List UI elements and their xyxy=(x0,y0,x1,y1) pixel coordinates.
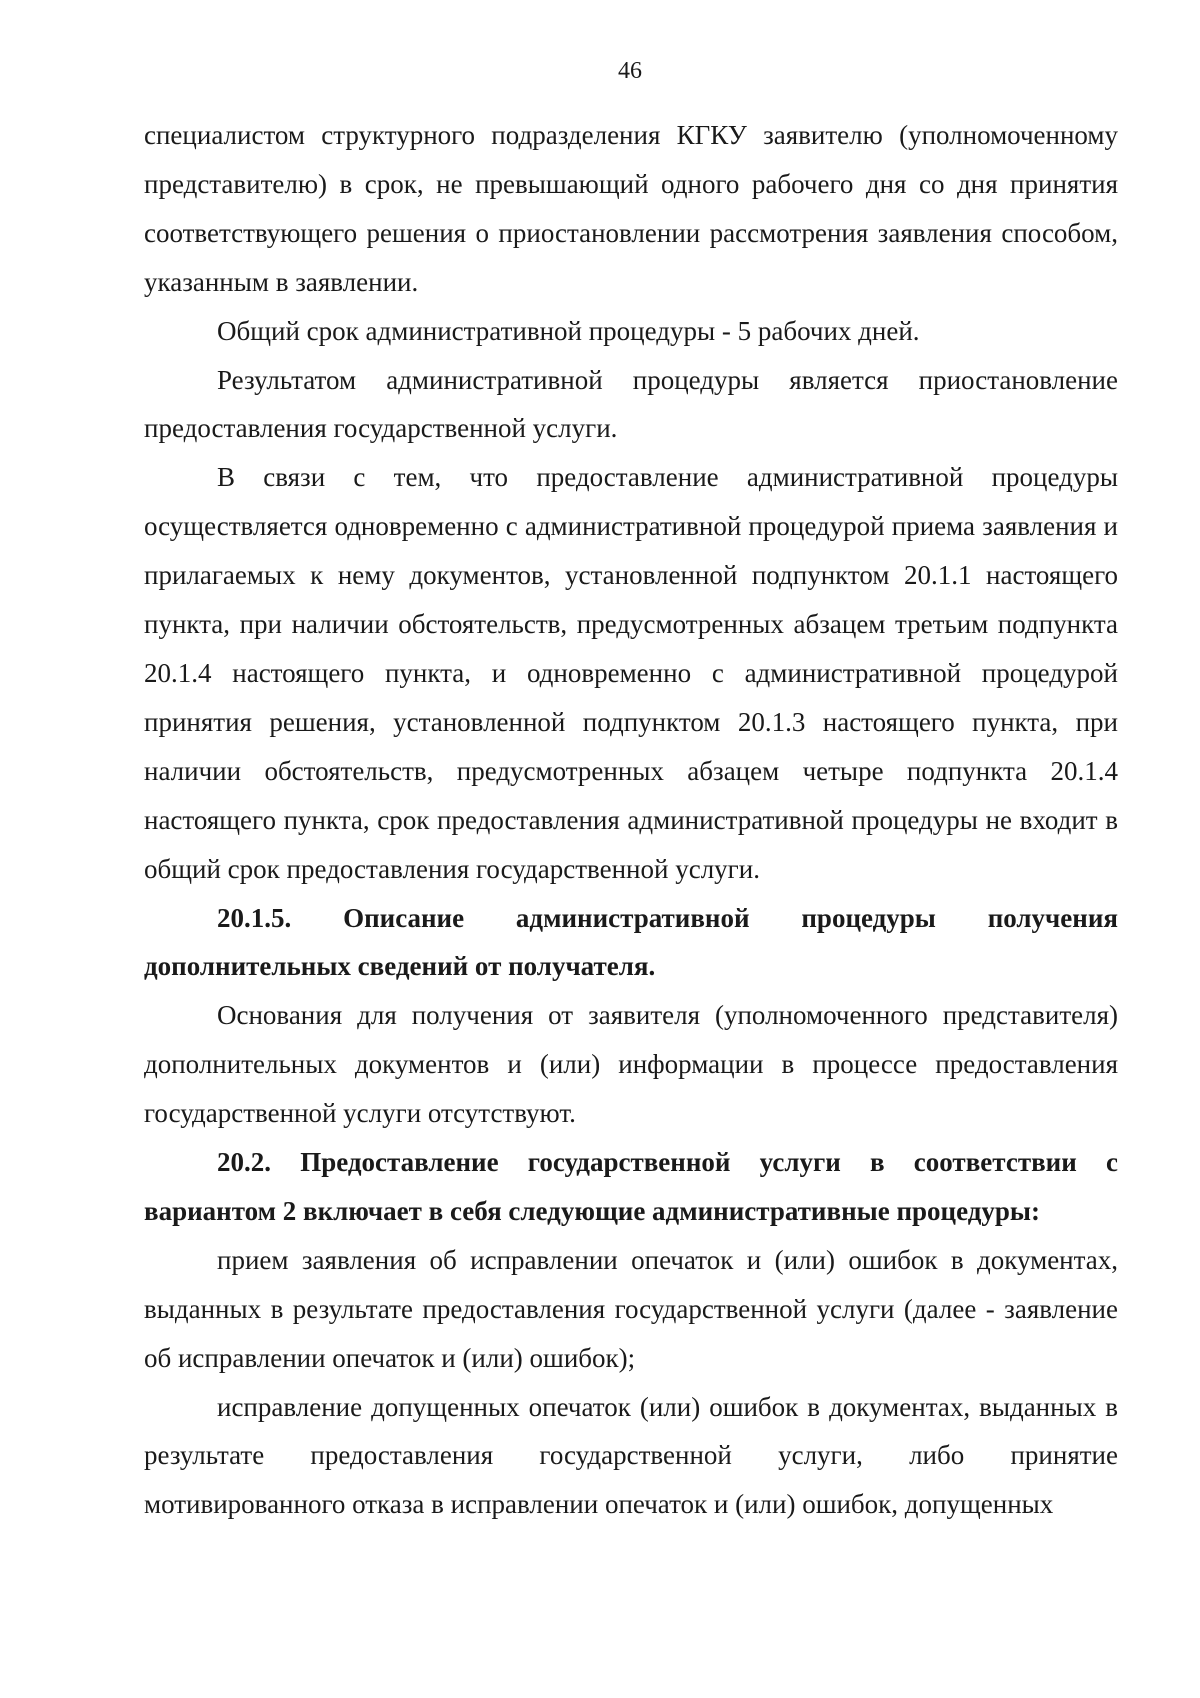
document-body xyxy=(144,111,1118,1529)
paragraph-procedure-result: Результатом административной процедуры является приостановление предоставления государственной услуги. xyxy=(144,364,1118,444)
page-number: 46 xyxy=(618,58,642,84)
heading-20-1-5: 20.1.5. Описание административной процедуры получения дополнительных сведений от получателя. xyxy=(144,902,1118,982)
paragraph-simultaneous-procedure: В связи с тем, что предоставление административной процедуры осуществляется одновременно с административной процедурой приема заявления и прилагаемых к нему документов, установленной подпунктом 20.1.1 настоящего пункта, при наличии обстоятельств, предусмотренных абзацем третьим подпункта 20.1.4 настоящего пункта, и одновременно с административной процедурой принятия решения, установленной подпунктом 20.1.3 настоящего пункта, при наличии обстоятельств, предусмотренных абзацем четыре подпункта 20.1.4 настоящего пункта, срок предоставления административной процедуры не входит в общий срок предоставления государственной услуги. xyxy=(144,462,1118,884)
paragraph-suspension-notice: специалистом структурного подразделения КГКУ заявителю (уполномоченному представителю) в срок, не превышающий одного рабочего дня со дня принятия соответствующего решения о приостановлении рассмотрения заявления способом, указанным в заявлении. xyxy=(144,120,1118,297)
list-item-error-correction: исправление допущенных опечаток (или) ошибок в документах, выданных в результате предоставления государственной услуги, либо принятие мотивированного отказа в исправлении опечаток и (или) ошибок, допущенных xyxy=(144,1391,1118,1520)
paragraph-no-additional-docs: Основания для получения от заявителя (уполномоченного представителя) дополнительных документов и (или) информации в процессе предоставления государственной услуги отсутствуют. xyxy=(144,1000,1118,1129)
list-item-application-reception: прием заявления об исправлении опечаток и (или) ошибок в документах, выданных в результате предоставления государственной услуги (далее - заявление об исправлении опечаток и (или) ошибок); xyxy=(144,1244,1118,1373)
paragraph-total-term: Общий срок административной процедуры - 5 рабочих дней. xyxy=(217,315,920,346)
heading-20-2: 20.2. Предоставление государственной услуги в соответствии с вариантом 2 включает в себя следующие административные процедуры: xyxy=(144,1147,1118,1226)
